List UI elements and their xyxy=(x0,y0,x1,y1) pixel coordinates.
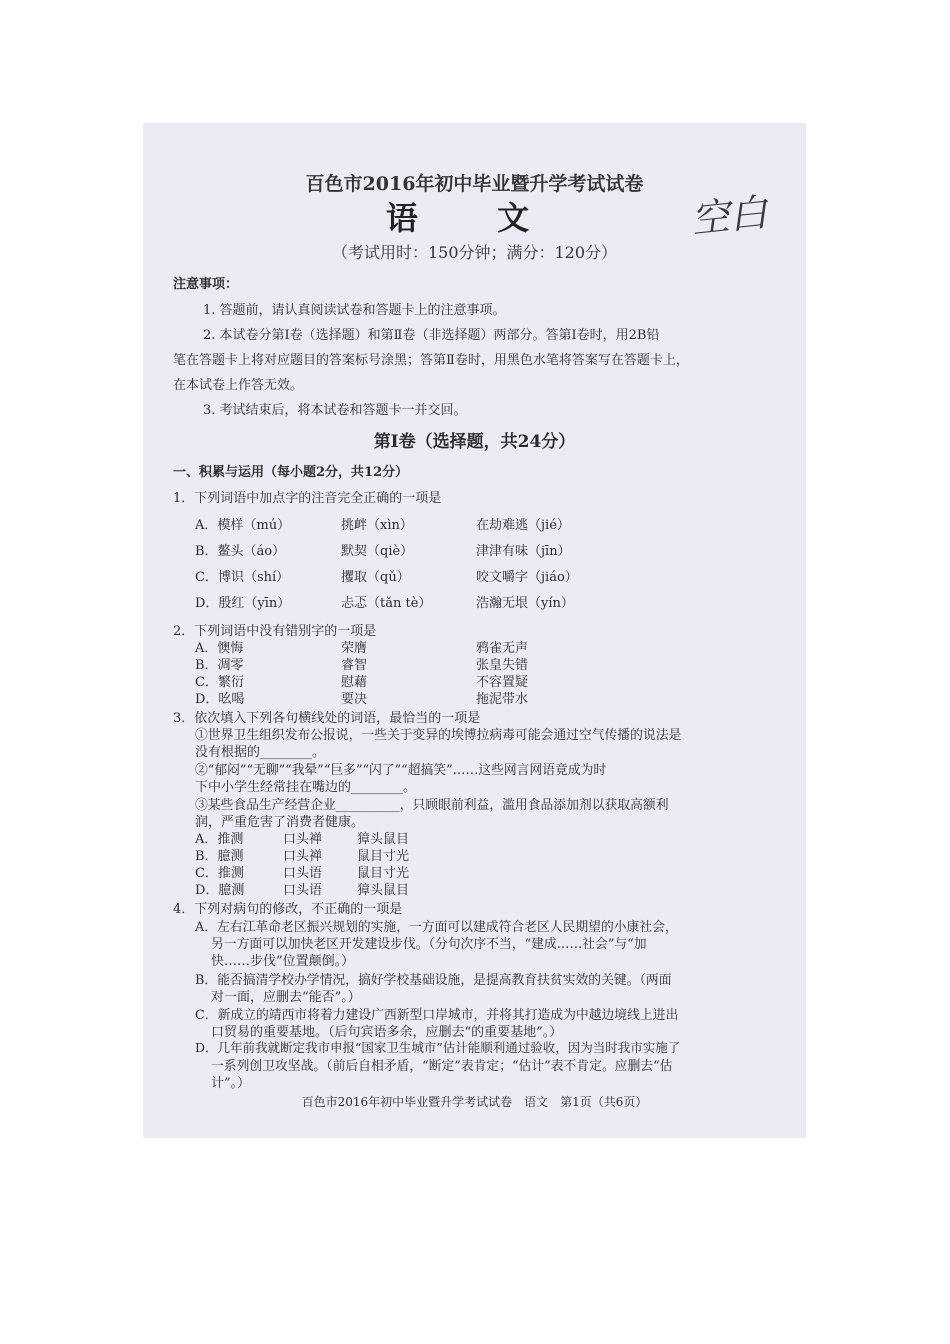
option-line: 对一面，应删去“能否”。） xyxy=(211,990,361,1005)
option-line: 计”。） xyxy=(211,1076,251,1091)
option: A．懊悔 xyxy=(195,641,244,656)
question-1-stem: 1．下列词语中加点字的注音完全正确的一项是 xyxy=(173,491,442,506)
option: D．殷红（yīn） xyxy=(195,596,291,611)
option: B．臆测 xyxy=(195,849,244,864)
exam-sheet xyxy=(143,123,806,1138)
part-title: 一、积累与运用（每小题2分，共12分） xyxy=(173,465,409,480)
option: 口头禅 xyxy=(283,849,323,864)
exam-title: 百色市2016年初中毕业暨升学考试试卷 xyxy=(305,173,644,195)
option: 鸦雀无声 xyxy=(476,641,529,656)
option: 不容置疑 xyxy=(476,675,529,690)
option: 浩瀚无垠（yín） xyxy=(476,596,574,611)
option: D．吆喝 xyxy=(195,692,245,707)
option-line: D．几年前我就断定我市申报“国家卫生城市”估计能顺利通过验收，因为当时我市实施了 xyxy=(195,1040,681,1055)
option: A．模样（mú） xyxy=(195,518,291,533)
passage-line: ③某些食品生产经营企业__________，只顾眼前利益，滥用食品添加剂以获取高额利 xyxy=(195,798,669,813)
option: 攫取（qǔ） xyxy=(341,570,410,585)
option-line: B．能否搞清学校办学情况，搞好学校基础设施，是提高教育扶贫实效的关键。（两面 xyxy=(195,973,672,988)
option: 鼠目寸光 xyxy=(357,849,410,864)
handwritten-note: 空白 xyxy=(689,190,770,242)
option: 默契（qiè） xyxy=(341,544,414,559)
option: 口头语 xyxy=(283,883,323,898)
option: 忐忑（tǎn tè） xyxy=(341,596,432,611)
option: 拖泥带水 xyxy=(476,692,529,707)
option: 津津有味（jīn） xyxy=(476,544,571,559)
note-line: 2. 本试卷分第Ⅰ卷（选择题）和第Ⅱ卷（非选择题）两部分。答第Ⅰ卷时，用2B铅 xyxy=(203,328,660,343)
option-line: A．左右江革命老区振兴规划的实施，一方面可以建成符合老区人民期望的小康社会， xyxy=(195,920,678,935)
option: 挑衅（xìn） xyxy=(341,518,413,533)
note-line: 1. 答题前，请认真阅读试卷和答题卡上的注意事项。 xyxy=(203,303,506,318)
option: 张皇失错 xyxy=(476,658,529,673)
option-line: C．新成立的靖西市将着力建设广西新型口岸城市，并将其打造成为中越边境线上进出 xyxy=(195,1008,679,1023)
question-2-stem: 2．下列词语中没有错别字的一项是 xyxy=(173,624,377,639)
option: 獐头鼠目 xyxy=(357,832,410,847)
passage-line: 没有根据的________。 xyxy=(195,745,326,760)
option: B．鳌头（áo） xyxy=(195,544,286,559)
subject-title: 语 文 xyxy=(385,199,564,237)
note-line: 笔在答题卡上将对应题目的答案标号涂黑；答第Ⅱ卷时，用黑色水笔将答案写在答题卡上， xyxy=(173,353,689,368)
option: 在劫难逃（jié） xyxy=(476,518,570,533)
passage-line: ①世界卫生组织发布公报说，一些关于变异的埃博拉病毒可能会通过空气传播的说法是 xyxy=(195,728,682,743)
note-line: 在本试卷上作答无效。 xyxy=(173,378,304,393)
option-line: 另一方面可以加快老区开发建设步伐。（分句次序不当，“建成……社会”与“加 xyxy=(211,937,647,952)
note-line: 3. 考试结束后，将本试卷和答题卡一并交回。 xyxy=(203,403,467,418)
question-4-stem: 4．下列对病句的修改，不正确的一项是 xyxy=(173,902,403,917)
option: 咬文嚼字（jiáo） xyxy=(476,570,578,585)
option: B．凋零 xyxy=(195,658,244,673)
option: 鼠目寸光 xyxy=(357,866,410,881)
page-footer: 百色市2016年初中毕业暨升学考试试卷 语文 第1页（共6页） xyxy=(301,1095,648,1109)
option: A．推测 xyxy=(195,832,244,847)
option: C．繁衍 xyxy=(195,675,244,690)
option: C．推测 xyxy=(195,866,244,881)
passage-line: 下中小学生经常挂在嘴边的________。 xyxy=(195,780,417,795)
option: 睿智 xyxy=(341,658,368,673)
time-note: （考试用时：150分钟；满分：120分） xyxy=(331,243,618,262)
option: 獐头鼠目 xyxy=(357,883,410,898)
option-line: 一系列创卫攻坚战。（前后自相矛盾，“断定”表肯定；“估计”表不肯定。应删去“估 xyxy=(211,1059,673,1074)
option: C．博识（shí） xyxy=(195,570,290,585)
section-title: 第Ⅰ卷（选择题，共24分） xyxy=(373,432,576,452)
option-line: 快……步伐”位置颠倒。） xyxy=(211,954,355,969)
option: 荣膺 xyxy=(341,641,368,656)
option: 要决 xyxy=(341,692,368,707)
passage-line: 润，严重危害了消费者健康。 xyxy=(195,815,365,830)
notes-heading: 注意事项： xyxy=(173,277,239,292)
option: 慰藉 xyxy=(341,675,368,690)
option: 口头语 xyxy=(283,866,323,881)
option: 口头禅 xyxy=(283,832,323,847)
passage-line: ②“郁闷”“无聊”“我晕”“巨多”“闪了”“超搞笑”……这些网言网语竟成为时 xyxy=(195,763,607,778)
option-line: 口贸易的重要基地。（后句宾语多余，应删去“的重要基地”。） xyxy=(211,1025,563,1040)
option: D．臆测 xyxy=(195,883,245,898)
question-3-stem: 3．依次填入下列各句横线处的词语，最恰当的一项是 xyxy=(173,711,481,726)
